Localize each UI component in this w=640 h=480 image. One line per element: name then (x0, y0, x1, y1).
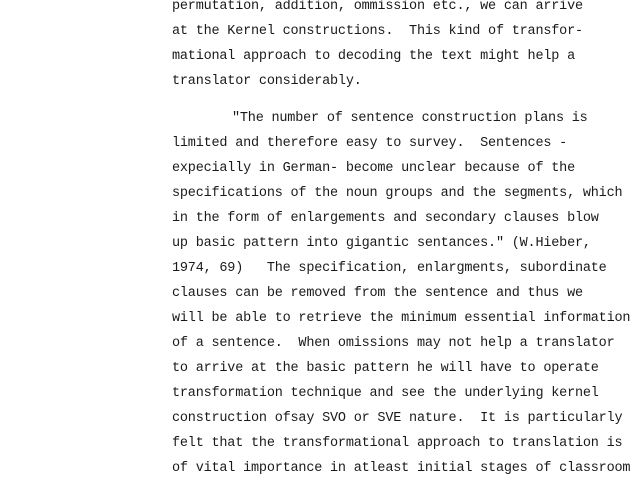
text-line: of a sentence. When omissions may not help a translator (172, 336, 615, 351)
text-line: felt that the transformational approach to translation is (172, 436, 623, 451)
text-line: mational approach to decoding the text might help a (172, 49, 575, 64)
text-line: at the Kernel constructions. This kind of transfor- (172, 24, 583, 39)
text-line: 1974, 69) The specification, enlargments, subordinate (172, 261, 607, 276)
text-line: expecially in German- become unclear because of the (172, 161, 575, 176)
text-line: transformation technique and see the underlying kernel (172, 386, 599, 401)
text-line: in the form of enlargements and secondary clauses blow (172, 211, 599, 226)
text-line: permutation, addition, ommission etc., we can arrive (172, 0, 583, 14)
text-line: of vital importance in atleast initial stages of classroom (172, 461, 631, 476)
text-line: translator considerably. (172, 74, 362, 89)
text-line: specifications of the noun groups and the segments, which (172, 186, 623, 201)
text-line: clauses can be removed from the sentence and thus we (172, 286, 583, 301)
text-line: to arrive at the basic pattern he will have to operate (172, 361, 599, 376)
text-line: "The number of sentence construction plans is (232, 111, 588, 126)
text-line: limited and therefore easy to survey. Sentences - (172, 136, 568, 151)
text-line: up basic pattern into gigantic sentances." (W.Hieber, (172, 236, 591, 251)
text-line: will be able to retrieve the minimum essential information (172, 311, 631, 326)
text-line: construction ofsay SVO or SVE nature. It is particularly (172, 411, 623, 426)
